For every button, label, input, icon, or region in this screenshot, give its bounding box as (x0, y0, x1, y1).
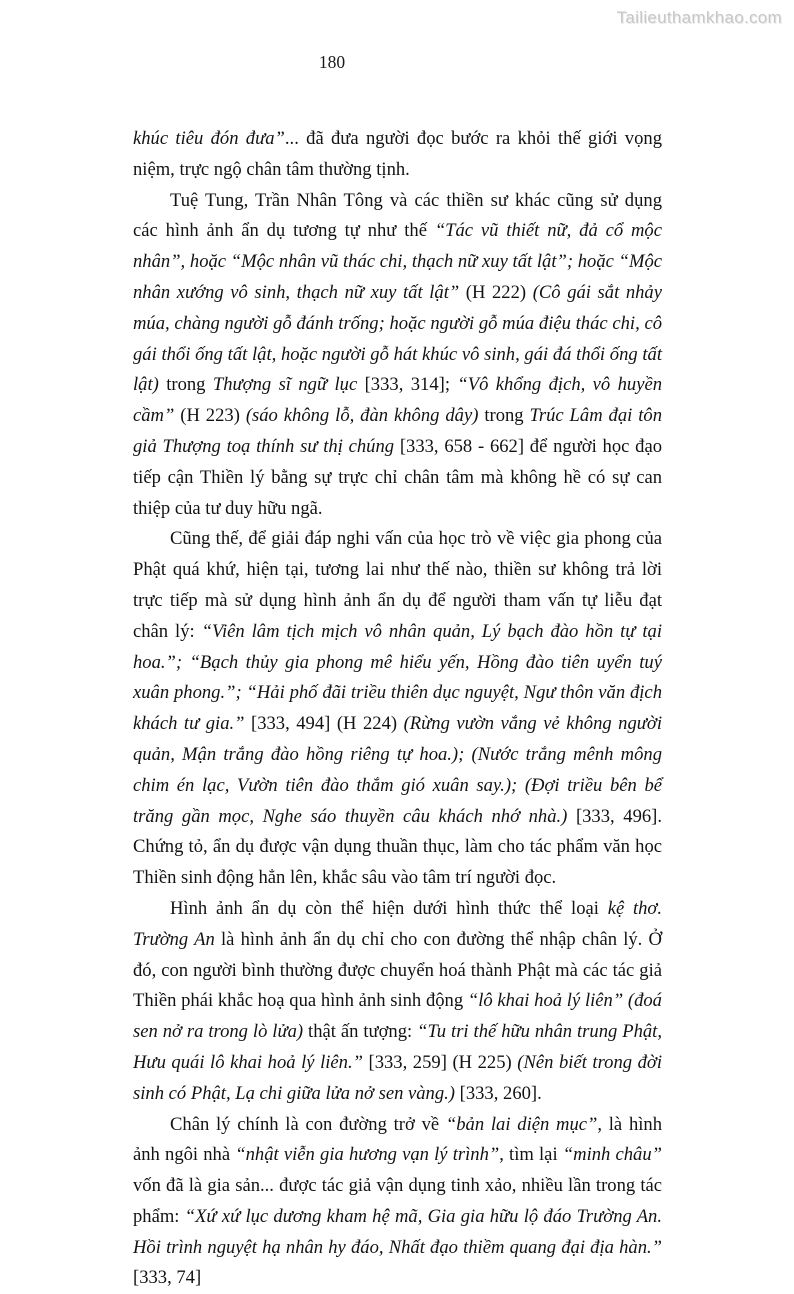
italic-text-segment: khúc tiêu đón đưa” (133, 128, 285, 149)
text-segment: [333, 494] (H 224) (245, 713, 404, 734)
text-segment: thật ấn tượng: (303, 1021, 417, 1042)
italic-text-segment: “lô khai hoả lý liên” (đoá sen nở ra trong lò lửa) (133, 990, 662, 1042)
text-segment: trong (478, 405, 529, 426)
text-segment: [333, 658 - 662] để người học đạo tiếp cận Thiền lý bằng sự trực chỉ chân tâm mà không hề có sự can thiệp của tư duy hữu ngã. (133, 436, 662, 519)
text-segment: , là hình ảnh ngôi nhà (133, 1114, 662, 1166)
text-segment: [333, 314]; (357, 374, 457, 395)
italic-text-segment: “Viên lâm tịch mịch vô nhân quản, Lý bạch đào hồn tự tại hoa.”; “Bạch thủy gia phong mê hiểu yến, Hồng đào tiên uyển tuý xuân phong.”; “Hải phố đãi triều thiên dục nguyệt, Ngư thôn văn địch khách tư gia.” (133, 621, 662, 734)
paragraph (133, 524, 662, 894)
text-segment: [333, 259] (H 225) (363, 1052, 517, 1073)
text-segment: Tuệ Tung, Trần Nhân Tông và các thiền sư khác cũng sử dụng các hình ảnh ẩn dụ tương tự như thế (133, 190, 662, 242)
watermark-text: Tailieuthamkhao.com (617, 8, 782, 28)
paragraph (133, 1110, 662, 1294)
text-segment: [333, 496]. Chứng tỏ, ẩn dụ được vận dụng thuần thục, làm cho tác phẩm văn học Thiền sinh động hẳn lên, khắc sâu vào tâm trí người đọc. (133, 806, 662, 889)
italic-text-segment: “Tác vũ thiết nữ, đả cổ mộc nhân”, hoặc “Mộc nhân vũ thác chi, thạch nữ xuy tất lật”; hoặc “Mộc nhân xướng vô sinh, thạch nữ xuy tất lật” (133, 220, 662, 303)
text-segment: , tìm lại (499, 1144, 563, 1165)
italic-text-segment: Trúc Lâm đại tôn giả Thượng toạ thính sư thị chúng (133, 405, 662, 457)
text-segment: [333, 260]. (455, 1083, 542, 1104)
text-segment: ... đã đưa người đọc bước ra khỏi thế giới vọng niệm, trực ngộ chân tâm thường tịnh. (133, 128, 662, 180)
text-block (133, 124, 662, 1294)
italic-text-segment: “Vô khổng địch, vô huyền cầm” (133, 374, 662, 426)
text-segment: [333, 74] (133, 1267, 201, 1288)
text-segment: Hình ảnh ẩn dụ còn thể hiện dưới hình thức thể loại (170, 898, 608, 919)
italic-text-segment: (Rừng vườn vắng vẻ không người quản, Mận trắng đào hồng riêng tự hoa.); (Nước trắng mênh mông chim én lạc, Vườn tiên đào thắm gió xuân say.); (Đợi triều bên bể trăng gần mọc, Nghe sáo thuyền câu khách nhớ nhà.) (133, 713, 662, 826)
text-segment: (H 223) (174, 405, 246, 426)
italic-text-segment: kệ thơ. Trường An (133, 898, 662, 950)
text-segment: Cũng thế, để giải đáp nghi vấn của học trò về việc gia phong của Phật quá khứ, hiện tại, tương lai như thế nào, thiền sư không trả lời trực tiếp mà sử dụng hình ảnh ẩn dụ để người tham vấn tự liễu đạt chân lý: (133, 528, 662, 641)
paragraph (133, 124, 662, 186)
italic-text-segment: (Cô gái sắt nhảy múa, chàng người gỗ đánh trống; hoặc người gỗ múa điệu thác chi, cô gái thổi ống tất lật, hoặc người gỗ hát khúc vô sinh, gái đá thổi ống tất lật) (133, 282, 662, 395)
text-segment: vốn đã là gia sản... được tác giả vận dụng tinh xảo, nhiều lần trong tác phẩm: (133, 1175, 662, 1227)
italic-text-segment: Thượng sĩ ngữ lục (213, 374, 357, 395)
italic-text-segment: “bản lai diện mục” (446, 1114, 597, 1135)
italic-text-segment: “nhật viễn gia hương vạn lý trình” (235, 1144, 499, 1165)
italic-text-segment: (sáo không lỗ, đàn không dây) (246, 405, 479, 426)
italic-text-segment: “Tu tri thế hữu nhân trung Phật, Hưu quái lô khai hoả lý liên.” (133, 1021, 662, 1073)
italic-text-segment: (Nên biết trong đời sinh có Phật, Lạ chi giữa lửa nở sen vàng.) (133, 1052, 662, 1104)
paragraph (133, 894, 662, 1110)
italic-text-segment: “minh châu” (563, 1144, 662, 1165)
italic-text-segment: “Xứ xứ lục dương kham hệ mã, Gia gia hữu lộ đáo Trường An. Hồi trình nguyệt hạ nhân hy đáo, Nhất đạo thiềm quang đại địa hàn.” (133, 1206, 662, 1258)
page-number: 180 (0, 52, 664, 73)
text-segment: trong (159, 374, 213, 395)
text-segment: Chân lý chính là con đường trở về (170, 1114, 446, 1135)
paragraph (133, 186, 662, 525)
text-segment: (H 222) (459, 282, 533, 303)
text-segment: là hình ảnh ẩn dụ chỉ cho con đường thể nhập chân lý. Ở đó, con người bình thường được chuyển hoá thành Phật mà các tác giả Thiền phái khắc hoạ qua hình ảnh sinh động (133, 929, 662, 1012)
